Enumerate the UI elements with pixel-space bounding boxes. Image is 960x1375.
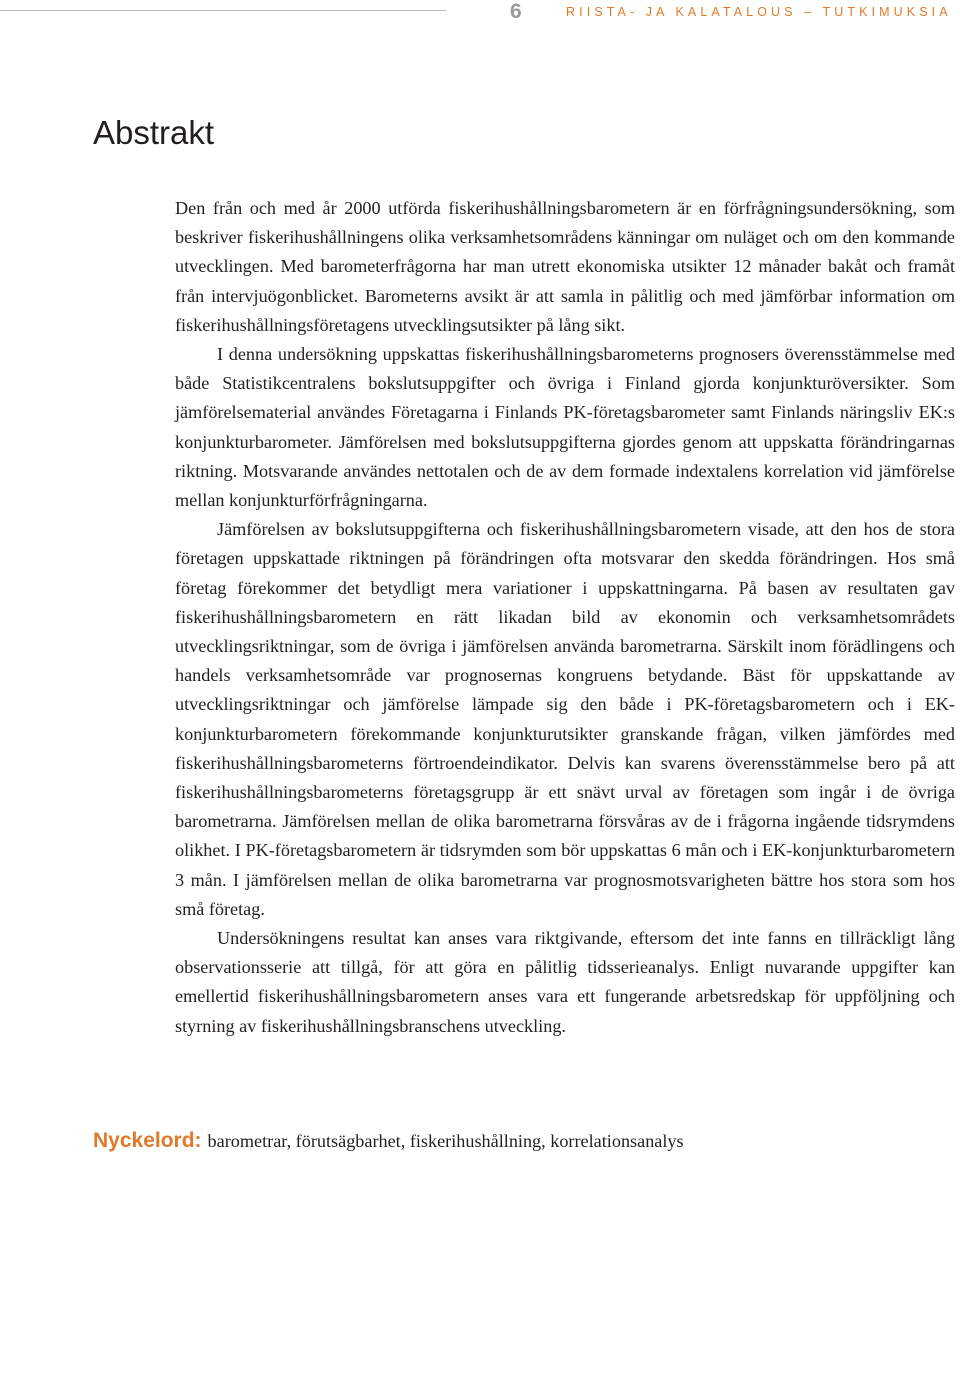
keywords-label: Nyckelord:	[93, 1129, 202, 1152]
abstract-paragraph-4: Undersökningens resultat kan anses vara riktgivande, eftersom det inte fanns en tillräckligt lång observationsserie att tillgå, för att göra en pålitlig tidsserieanalys. Enligt nuvarande uppgifter kan emellertid fiskerihushållningsbarometern anses vara ett fungerande arbetsredskap för uppföljning och styrning av fiskerihushållningsbranschens utveckling.	[175, 928, 955, 1036]
running-head: RIISTA- JA KALATALOUS – TUTKIMUKSIA	[566, 5, 952, 19]
abstract-paragraph-1: Den från och med år 2000 utförda fiskerihushållningsbarometern är en förfrågningsundersökning, som beskriver fiskerihushållningens olika verksamhetsområdens känningar om nuläget och om den kommande utvecklingen. Med barometerfrågorna har man utrett ekonomiska utsikter 12 månader bakåt och framåt från intervjuögonblicket. Barometerns avsikt är att samla in pålitlig och med jämförbar information om fiskerihushållningsföretagens utvecklingsutsikter på lång sikt.	[175, 198, 955, 335]
abstract-body	[175, 194, 955, 1041]
keywords-text: barometrar, förutsägbarhet, fiskerihushållning, korrelationsanalys	[207, 1131, 684, 1151]
page-number: 6	[510, 0, 522, 23]
keywords-line	[93, 1126, 684, 1158]
abstract-paragraph-3: Jämförelsen av bokslutsuppgifterna och fiskerihushållningsbarometern visade, att den hos de stora företagen uppskattade riktningen på förändringen ofta motsvarar den skedda förändringen. Hos små företag förekommer det betydligt mera variationer i uppskattningarna. På basen av resultaten gav fiskerihushållningsbarometern en rätt likadan bild av ekonomin och verksamhetsområdets utvecklingsriktningar, som de övriga i jämförelsen använda barometrarna. Särskilt inom förädlingens och handels verksamhetsområde var prognosernas kongruens betydande. Bäst för uppskattande av utvecklingsriktningar och jämförelse lämpade sig den både i PK-företagsbarometern och i EK-konjunkturbarometern förekommande konjunkturutsikter granskande frågan, vilken jämfördes med fiskerihushållningsbarometerns förtroendeindikator. Delvis kan svarens överensstämmelse bero på att fiskerihushållningsbarometerns företagsgrupp är ett snävt urval av företagen som ingår i de övriga barometrarna. Jämförelsen mellan de olika barometrarna försvåras av de i frågorna ingående tidsrymdens olikhet. I PK-företagsbarometern är tidsrymden som bör uppskattas 6 mån och i EK-konjunkturbarometern 3 mån. I jämförelsen mellan de olika barometrarna var prognosmotsvarigheten bättre hos stora som hos små företag.	[175, 519, 955, 919]
header-rule	[0, 10, 446, 11]
abstract-paragraph-2: I denna undersökning uppskattas fiskerihushållningsbarometerns prognosers överensstämmelse med både Statistikcentralens bokslutsuppgifter och övriga i Finland gjorda konjunkturöversikter. Som jämförelsematerial användes Företagarna i Finlands PK-företagsbarometer samt Finlands näringsliv EK:s konjunkturbarometer. Jämförelsen med bokslutsuppgifterna gjordes genom att uppskatta förändringarnas riktning. Motsvarande användes nettotalen och de av dem formade indextalens korrelation vid jämförelse mellan konjunkturförfrågningarna.	[175, 344, 955, 511]
page-title: Abstrakt	[93, 114, 215, 151]
